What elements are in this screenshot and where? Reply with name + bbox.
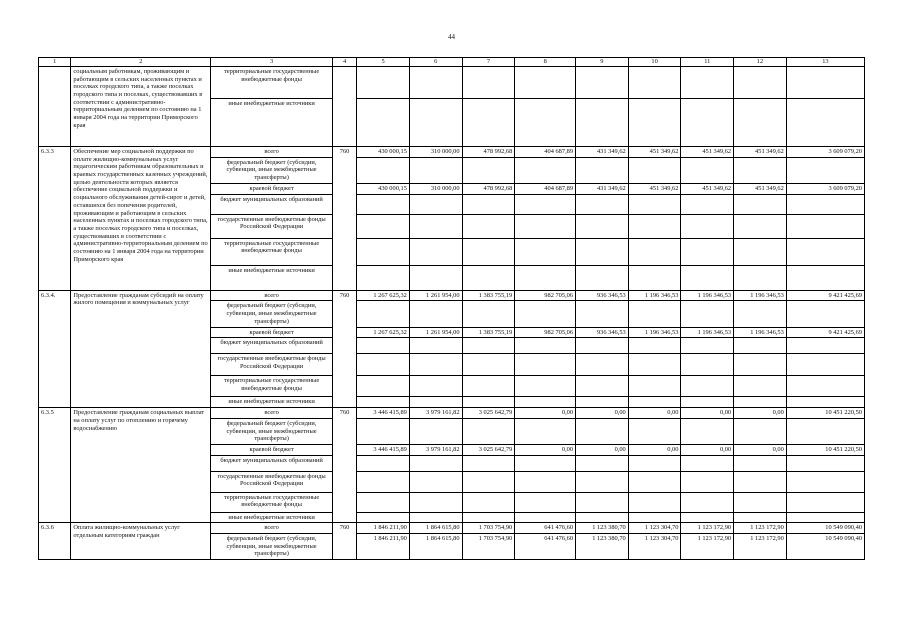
value-cell: 478 992,68 — [462, 147, 515, 158]
value-cell — [681, 376, 734, 397]
column-number-header: 8 — [515, 58, 576, 67]
value-cell: 1 196 346,53 — [734, 290, 787, 301]
funding-source: государственные внебюджетные фонды Российской Федерации — [211, 354, 333, 376]
value-cell: 641 476,60 — [515, 534, 576, 560]
column-number-header: 2 — [71, 58, 211, 67]
value-cell — [576, 194, 629, 214]
value-cell — [734, 99, 787, 147]
value-cell — [786, 301, 864, 327]
value-cell — [357, 99, 410, 147]
value-cell — [681, 418, 734, 444]
funding-source: всего — [211, 523, 333, 534]
funding-source: территориальные государственные внебюджетные фонды — [211, 67, 333, 99]
value-cell — [734, 512, 787, 523]
value-cell — [462, 418, 515, 444]
value-cell: 1 123 380,70 — [576, 523, 629, 534]
value-cell: 430 000,15 — [357, 147, 410, 158]
value-cell — [515, 214, 576, 238]
value-cell — [628, 67, 681, 99]
value-cell — [786, 338, 864, 354]
value-cell — [786, 238, 864, 265]
value-cell: 3 446 415,89 — [357, 408, 410, 419]
value-cell: 10 451 220,50 — [786, 444, 864, 455]
table-row — [39, 147, 865, 158]
value-cell — [576, 418, 629, 444]
value-cell — [357, 301, 410, 327]
value-cell: 451 349,62 — [628, 183, 681, 194]
funding-source: всего — [211, 408, 333, 419]
value-cell — [462, 157, 515, 183]
table-row — [39, 290, 865, 301]
item-description: Предоставление гражданам социальных выплат на оплату услуг по отоплению и горячему водоснабжению — [71, 408, 211, 523]
value-cell — [628, 376, 681, 397]
column-number-header: 5 — [357, 58, 410, 67]
value-cell — [357, 67, 410, 99]
funding-source: бюджет муниципальных образований — [211, 194, 333, 214]
value-cell — [357, 376, 410, 397]
value-cell — [409, 157, 462, 183]
funding-source: государственные внебюджетные фонды Российской Федерации — [211, 214, 333, 238]
value-cell — [462, 492, 515, 512]
value-cell: 3 979 161,82 — [409, 408, 462, 419]
value-cell — [357, 418, 410, 444]
value-cell — [409, 376, 462, 397]
column-number-header: 6 — [409, 58, 462, 67]
value-cell: 0,00 — [681, 408, 734, 419]
value-cell — [576, 338, 629, 354]
value-cell — [681, 194, 734, 214]
value-cell — [462, 512, 515, 523]
value-cell — [462, 301, 515, 327]
page-number: 44 — [448, 33, 455, 41]
column-number-header: 11 — [681, 58, 734, 67]
value-cell: 9 421 425,69 — [786, 290, 864, 301]
budget-table — [38, 57, 865, 560]
value-cell — [357, 214, 410, 238]
value-cell — [734, 301, 787, 327]
funding-source: иные внебюджетные источники — [211, 99, 333, 147]
value-cell — [576, 492, 629, 512]
value-cell — [628, 194, 681, 214]
value-cell — [681, 492, 734, 512]
value-cell: 1 123 304,70 — [628, 534, 681, 560]
value-cell — [681, 99, 734, 147]
value-cell: 1 123 172,90 — [681, 534, 734, 560]
value-cell — [681, 301, 734, 327]
value-cell — [409, 214, 462, 238]
column-number-header-row — [39, 58, 865, 67]
value-cell: 1 196 346,53 — [628, 327, 681, 338]
item-number: 6.3.4. — [39, 290, 71, 407]
value-cell: 1 703 754,90 — [462, 523, 515, 534]
value-cell — [515, 418, 576, 444]
value-cell — [357, 338, 410, 354]
value-cell — [681, 67, 734, 99]
funding-source: территориальные государственные внебюджетные фонды — [211, 492, 333, 512]
column-number-header: 3 — [211, 58, 333, 67]
value-cell — [462, 265, 515, 290]
value-cell — [357, 397, 410, 408]
value-cell: 10 451 220,50 — [786, 408, 864, 419]
value-cell: 3 446 415,89 — [357, 444, 410, 455]
value-cell: 1 196 346,53 — [734, 327, 787, 338]
value-cell: 431 349,62 — [576, 147, 629, 158]
value-cell: 1 383 755,19 — [462, 290, 515, 301]
funding-source: федеральный бюджет (субсидии, субвенции, иные межбюджетные трансферты) — [211, 534, 333, 560]
value-cell: 451 349,62 — [734, 183, 787, 194]
value-cell: 0,00 — [628, 444, 681, 455]
value-cell — [462, 455, 515, 471]
value-cell: 3 609 079,20 — [786, 147, 864, 158]
value-cell — [628, 455, 681, 471]
value-cell: 0,00 — [681, 444, 734, 455]
value-cell — [462, 376, 515, 397]
value-cell — [734, 67, 787, 99]
value-cell — [515, 492, 576, 512]
value-cell: 0,00 — [734, 444, 787, 455]
value-cell: 0,00 — [628, 408, 681, 419]
value-cell: 936 346,53 — [576, 327, 629, 338]
value-cell: 478 992,68 — [462, 183, 515, 194]
code-cell — [332, 67, 356, 147]
item-number: 6.3.5 — [39, 408, 71, 523]
value-cell — [734, 265, 787, 290]
value-cell: 1 846 211,90 — [357, 534, 410, 560]
value-cell: 310 000,00 — [409, 147, 462, 158]
value-cell: 1 261 954,00 — [409, 290, 462, 301]
value-cell: 451 349,62 — [681, 147, 734, 158]
value-cell: 431 349,62 — [576, 183, 629, 194]
value-cell — [734, 338, 787, 354]
value-cell — [576, 265, 629, 290]
value-cell — [734, 455, 787, 471]
value-cell — [515, 376, 576, 397]
value-cell — [409, 455, 462, 471]
value-cell: 1 123 172,90 — [681, 523, 734, 534]
value-cell: 404 687,89 — [515, 183, 576, 194]
table-row — [39, 408, 865, 419]
value-cell — [734, 376, 787, 397]
value-cell: 1 123 380,70 — [576, 534, 629, 560]
value-cell — [734, 418, 787, 444]
value-cell — [786, 265, 864, 290]
value-cell — [786, 418, 864, 444]
table-row — [39, 67, 865, 99]
value-cell: 0,00 — [576, 444, 629, 455]
item-number: 6.3.6 — [39, 523, 71, 560]
value-cell — [409, 265, 462, 290]
funding-source: федеральный бюджет (субсидии, субвенции, иные межбюджетные трансферты) — [211, 301, 333, 327]
value-cell: 3 025 642,79 — [462, 444, 515, 455]
value-cell: 451 349,62 — [734, 147, 787, 158]
value-cell — [786, 512, 864, 523]
value-cell — [681, 512, 734, 523]
value-cell: 404 687,89 — [515, 147, 576, 158]
value-cell — [462, 338, 515, 354]
value-cell — [628, 354, 681, 376]
funding-source: территориальные государственные внебюджетные фонды — [211, 238, 333, 265]
funding-source: территориальные государственные внебюджетные фонды — [211, 376, 333, 397]
value-cell: 1 383 755,19 — [462, 327, 515, 338]
funding-source: государственные внебюджетные фонды Российской Федерации — [211, 471, 333, 492]
value-cell — [576, 455, 629, 471]
value-cell — [734, 471, 787, 492]
responsible-code: 760 — [332, 147, 356, 291]
value-cell — [576, 157, 629, 183]
value-cell: 430 000,15 — [357, 183, 410, 194]
column-number-header: 4 — [332, 58, 356, 67]
value-cell — [357, 238, 410, 265]
value-cell — [628, 471, 681, 492]
value-cell — [681, 265, 734, 290]
value-cell: 9 421 425,69 — [786, 327, 864, 338]
value-cell — [357, 455, 410, 471]
value-cell: 1 123 172,90 — [734, 523, 787, 534]
value-cell — [786, 99, 864, 147]
value-cell — [786, 492, 864, 512]
value-cell — [786, 157, 864, 183]
value-cell: 641 476,60 — [515, 523, 576, 534]
value-cell — [786, 471, 864, 492]
value-cell — [515, 265, 576, 290]
value-cell — [515, 157, 576, 183]
value-cell: 982 705,06 — [515, 327, 576, 338]
value-cell — [462, 238, 515, 265]
value-cell — [628, 418, 681, 444]
value-cell: 3 979 161,82 — [409, 444, 462, 455]
value-cell: 3 609 079,20 — [786, 183, 864, 194]
value-cell — [462, 99, 515, 147]
value-cell — [409, 301, 462, 327]
value-cell — [628, 265, 681, 290]
funding-source: иные внебюджетные источники — [211, 397, 333, 408]
value-cell: 1 123 172,90 — [734, 534, 787, 560]
value-cell — [409, 512, 462, 523]
value-cell: 1 267 625,32 — [357, 290, 410, 301]
value-cell — [409, 397, 462, 408]
value-cell: 1 267 625,32 — [357, 327, 410, 338]
value-cell — [681, 214, 734, 238]
value-cell — [409, 338, 462, 354]
value-cell — [628, 338, 681, 354]
value-cell — [681, 338, 734, 354]
value-cell — [515, 301, 576, 327]
value-cell — [628, 214, 681, 238]
value-cell — [734, 492, 787, 512]
funding-source: всего — [211, 147, 333, 158]
value-cell — [462, 397, 515, 408]
value-cell: 1 196 346,53 — [681, 290, 734, 301]
table-row — [39, 523, 865, 534]
value-cell: 0,00 — [734, 408, 787, 419]
column-number-header: 7 — [462, 58, 515, 67]
value-cell — [576, 354, 629, 376]
value-cell: 1 864 615,80 — [409, 523, 462, 534]
value-cell — [462, 214, 515, 238]
value-cell — [576, 397, 629, 408]
value-cell — [409, 492, 462, 512]
funding-source: краевой бюджет — [211, 183, 333, 194]
value-cell — [576, 512, 629, 523]
value-cell — [681, 455, 734, 471]
item-description: социальным работникам, проживающим и работающим в сельских населенных пунктах и поселках городского типа, а также поселках городского типа и поселках, существовавших в соответствии с административно-территориальным делением по состоянию на 1 января 2004 года на территории Приморского края — [71, 67, 211, 147]
value-cell — [409, 238, 462, 265]
value-cell — [357, 512, 410, 523]
item-description: Обеспечение мер социальной поддержки по оплате жилищно-коммунальных услуг педагогическим работникам образовательных и краевых государственных казенных учреждений, целью деятельности которых является обеспечение социальной поддержки и социального обслуживания детей-сирот и детей, оставшихся без попечения родителей, проживающим и работающим в сельских населенных пунктах и поселках городского типа, а также поселках городского типа и поселках, существовавших в соответствии с административно-территориальным делением по состоянию на 1 января 2004 года на территории Приморского края — [71, 147, 211, 291]
value-cell — [681, 157, 734, 183]
value-cell — [628, 157, 681, 183]
value-cell — [409, 194, 462, 214]
value-cell — [628, 238, 681, 265]
funding-source: федеральный бюджет (субсидии, субвенции, иные межбюджетные трансферты) — [211, 418, 333, 444]
value-cell — [515, 238, 576, 265]
value-cell — [515, 194, 576, 214]
value-cell — [515, 397, 576, 408]
value-cell: 0,00 — [515, 408, 576, 419]
item-description: Предоставление гражданам субсидий на оплату жилого помещения и коммунальных услуг — [71, 290, 211, 407]
value-cell: 1 846 211,90 — [357, 523, 410, 534]
responsible-code: 760 — [332, 408, 356, 523]
value-cell: 310 000,00 — [409, 183, 462, 194]
value-cell — [357, 471, 410, 492]
value-cell — [786, 214, 864, 238]
column-number-header: 1 — [39, 58, 71, 67]
value-cell — [786, 376, 864, 397]
column-number-header: 12 — [734, 58, 787, 67]
value-cell — [357, 354, 410, 376]
value-cell: 451 349,62 — [681, 183, 734, 194]
value-cell — [515, 471, 576, 492]
value-cell — [734, 397, 787, 408]
value-cell — [734, 157, 787, 183]
value-cell — [515, 99, 576, 147]
value-cell — [628, 301, 681, 327]
funding-source: иные внебюджетные источники — [211, 512, 333, 523]
value-cell: 3 025 642,79 — [462, 408, 515, 419]
value-cell — [681, 397, 734, 408]
value-cell — [628, 397, 681, 408]
value-cell — [786, 354, 864, 376]
responsible-code: 760 — [332, 523, 356, 560]
value-cell — [786, 397, 864, 408]
value-cell — [462, 471, 515, 492]
value-cell: 1 864 615,80 — [409, 534, 462, 560]
funding-source: бюджет муниципальных образований — [211, 338, 333, 354]
value-cell: 10 549 090,40 — [786, 523, 864, 534]
column-number-header: 9 — [576, 58, 629, 67]
value-cell — [681, 471, 734, 492]
value-cell: 451 349,62 — [628, 147, 681, 158]
value-cell — [357, 265, 410, 290]
value-cell — [576, 99, 629, 147]
value-cell — [409, 471, 462, 492]
funding-source: иные внебюджетные источники — [211, 265, 333, 290]
value-cell: 0,00 — [576, 408, 629, 419]
value-cell — [409, 67, 462, 99]
value-cell — [462, 354, 515, 376]
value-cell — [576, 214, 629, 238]
column-number-header: 13 — [786, 58, 864, 67]
value-cell — [786, 455, 864, 471]
funding-source: всего — [211, 290, 333, 301]
value-cell — [734, 354, 787, 376]
value-cell — [576, 238, 629, 265]
value-cell — [357, 194, 410, 214]
value-cell — [628, 99, 681, 147]
value-cell — [786, 67, 864, 99]
value-cell — [515, 67, 576, 99]
value-cell — [409, 99, 462, 147]
value-cell — [681, 238, 734, 265]
item-description: Оплата жилищно-коммунальных услуг отдельным категориям граждан — [71, 523, 211, 560]
value-cell — [462, 194, 515, 214]
value-cell — [515, 354, 576, 376]
value-cell — [628, 492, 681, 512]
value-cell: 1 261 954,00 — [409, 327, 462, 338]
value-cell — [409, 354, 462, 376]
value-cell — [786, 194, 864, 214]
value-cell — [734, 214, 787, 238]
value-cell — [628, 512, 681, 523]
value-cell: 1 196 346,53 — [628, 290, 681, 301]
value-cell — [462, 67, 515, 99]
value-cell — [515, 338, 576, 354]
value-cell — [515, 512, 576, 523]
value-cell — [357, 157, 410, 183]
funding-source: краевой бюджет — [211, 444, 333, 455]
value-cell — [576, 67, 629, 99]
value-cell: 1 703 754,90 — [462, 534, 515, 560]
value-cell — [576, 301, 629, 327]
item-number: 6.3.3 — [39, 147, 71, 291]
value-cell — [357, 492, 410, 512]
value-cell: 1 196 346,53 — [681, 327, 734, 338]
responsible-code: 760 — [332, 290, 356, 407]
item-number-cell — [39, 67, 71, 147]
value-cell: 982 705,06 — [515, 290, 576, 301]
value-cell — [576, 376, 629, 397]
value-cell: 936 346,53 — [576, 290, 629, 301]
funding-source: краевой бюджет — [211, 327, 333, 338]
column-number-header: 10 — [628, 58, 681, 67]
value-cell — [734, 238, 787, 265]
value-cell — [681, 354, 734, 376]
value-cell: 10 549 090,40 — [786, 534, 864, 560]
funding-source: бюджет муниципальных образований — [211, 455, 333, 471]
value-cell — [576, 471, 629, 492]
value-cell: 0,00 — [515, 444, 576, 455]
value-cell: 1 123 304,70 — [628, 523, 681, 534]
value-cell — [734, 194, 787, 214]
funding-source: федеральный бюджет (субсидии, субвенции, иные межбюджетные трансферты) — [211, 157, 333, 183]
value-cell — [409, 418, 462, 444]
value-cell — [515, 455, 576, 471]
